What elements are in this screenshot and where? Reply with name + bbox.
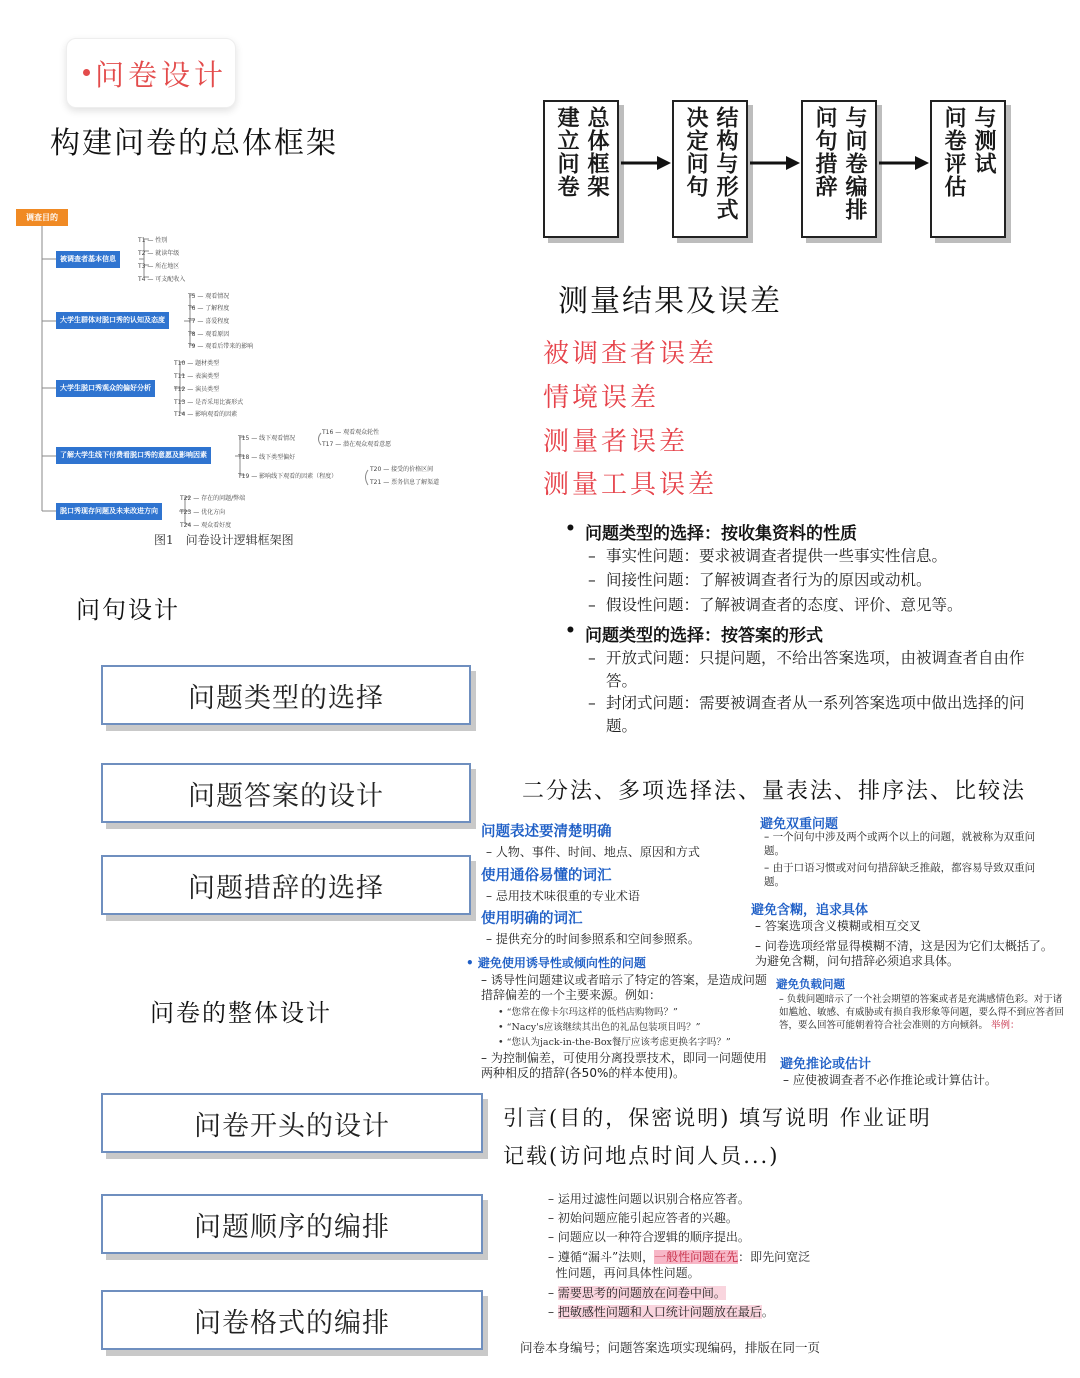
inference-detail: – 应使被调查者不必作推论或计算估计。 [783, 1073, 997, 1087]
tree-branch-5: 脱口秀现存问题及未来改进方向 [56, 503, 162, 520]
box-answer-design: 问题答案的设计 [101, 763, 471, 823]
box-format: 问卷格式的编排 [101, 1290, 483, 1350]
flow-step-3 [801, 100, 877, 238]
order-text: 。 [761, 1305, 774, 1319]
question-type-text: 封闭式问题：需要被调查者从一系列答案选项中做出选择的问题。 [606, 694, 1025, 735]
split-ballot-note: – 为控制偏差，可使用分离投票技术，即同一问题使用两种相反的措辞(各50%的样本使用)。 [481, 1051, 767, 1080]
flow-step-2-col2: 结构与形式 [713, 106, 738, 221]
flow-step-2-col1: 决定问句 [683, 106, 708, 198]
ambiguity-detail: – 问卷选项经常显得模糊不清，这是因为它们太概括了。为避免含糊，问句措辞必须追求具体。 [755, 939, 1053, 968]
bullet-dot-icon [83, 69, 90, 76]
tree-leaf: T5 — 观看情况 [188, 293, 230, 300]
question-type-item: – 事实性问题：要求被调查者提供一些事实性信息。 [588, 547, 948, 565]
order-item: – 运用过滤性问题以识别合格应答者。 [548, 1192, 750, 1206]
phrasing-text: 负载问题暗示了一个社会期望的答案或者是充满感情色彩。对于诸如尴尬、敏感、有威胁或有损自我形象等问题，要么得不到应答者回答，要么回答可能朝着符合社会准则的方向倾斜。 [779, 994, 1065, 1031]
flow-step-3-col1: 问句措辞 [812, 106, 837, 198]
tree-root: 调查目的 [16, 209, 68, 226]
opening-note-record: 记载(访问地点时间人员...) [503, 1144, 780, 1168]
tree-leaf: T6 — 了解程度 [188, 305, 230, 312]
opening-note-intro: 引言(目的，保密说明) 填写说明 作业证明 [503, 1106, 932, 1130]
order-highlight: 需要思考的问题放在问卷中间。 [557, 1286, 726, 1300]
measurement-heading: 测量结果及误差 [558, 284, 782, 319]
question-type-item: – 开放式问题：只提问题，不给出答案选项，由被调查者自由作答。 [588, 649, 1025, 690]
order-text: ：即先问宽泛 [738, 1250, 811, 1264]
example-text: “Nacy's应该继续其出色的礼品包装项目吗？” [506, 1022, 701, 1033]
order-item: – 问题应以一种符合逻辑的顺序提出。 [548, 1230, 750, 1244]
order-item: – 初始问题应能引起应答者的兴趣。 [548, 1211, 738, 1225]
format-note: 问卷本身编号；问题答案选项实现编码，排版在同一页 [520, 1340, 821, 1355]
order-text: 运用过滤性问题以识别合格应答者。 [557, 1192, 750, 1206]
page-title: 问卷设计 [95, 58, 228, 92]
phrasing-text: 为控制偏差，可使用分离投票技术，即同一问题使用两种相反的措辞(各50%的样本使用)。 [481, 1051, 767, 1080]
double-barreled-detail: – 一个问句中涉及两个或两个以上的问题，就被称为双重问题。 [764, 831, 1036, 857]
answer-methods: 二分法、多项选择法、量表法、排序法、比较法 [522, 779, 1027, 804]
phrasing-text: 应使被调查者不必作推论或计算估计。 [792, 1073, 997, 1087]
tree-leaf: T10 — 题材类型 [174, 360, 220, 367]
order-text: 性问题，再问具体性问题。 [555, 1266, 700, 1280]
phrasing-text: 答案选项含义模糊或相互交叉 [764, 919, 921, 933]
example-text: “您常在像卡尔玛这样的低档店购物吗？” [506, 1007, 678, 1018]
tree-leaf: T2 — 就读年级 [138, 250, 180, 257]
flow-step-4-col1: 问卷评估 [941, 106, 966, 198]
ambiguity-detail: – 答案选项含义模糊或相互交叉 [755, 919, 921, 933]
tree-leaf: T7 — 喜爱程度 [188, 318, 230, 325]
leading-example: • “您认为jack-in-the-Box餐厅应该考虑更换名字吗？” [498, 1037, 731, 1048]
arrow-right-icon [621, 154, 671, 172]
tree-branch-1: 被调查者基本信息 [56, 251, 120, 268]
tree-leaf: T21 — 票务信息了解渠道 [370, 479, 440, 486]
avoid-loaded: 避免负载问题 [776, 977, 845, 991]
overall-design-heading: 问卷的整体设计 [150, 999, 332, 1027]
order-text: 初始问题应能引起应答者的兴趣。 [557, 1211, 738, 1225]
avoid-inference: 避免推论或估计 [780, 1057, 872, 1072]
avoid-double-barreled: 避免双重问题 [760, 817, 839, 832]
box-question-type: 问题类型的选择 [101, 665, 471, 725]
tree-leaf: T13 — 是否采用比赛形式 [174, 399, 244, 406]
phrasing-leading: • 避免使用诱导性或倾向性的问题 [466, 956, 646, 970]
flow-step-2 [672, 100, 748, 238]
phrasing-leading-detail: – 诱导性问题建议或者暗示了特定的答案，是造成问题措辞偏差的一个主要来源。例如： [481, 973, 767, 1002]
tree-leaf: T16 — 观看观众轮性 [322, 429, 380, 436]
tree-leaf: T19 — 影响线下观看的因素（程度） [238, 473, 338, 480]
leading-example: • “Nacy's应该继续其出色的礼品包装项目吗？” [498, 1022, 701, 1033]
avoid-ambiguity: 避免含糊，追求具体 [751, 903, 869, 918]
tree-leaf: T24 — 观众看好度 [180, 522, 232, 529]
logic-framework-tree [14, 205, 474, 550]
tree-leaf: T8 — 观看原因 [188, 331, 230, 338]
question-type-item: – 封闭式问题：需要被调查者从一系列答案选项中做出选择的问题。 [588, 694, 1025, 735]
order-text: 问题应以一种符合逻辑的顺序提出。 [557, 1230, 750, 1244]
order-highlight: 一般性问题在先 [654, 1250, 739, 1264]
arrow-right-icon [750, 154, 800, 172]
tree-leaf: T1 — 性别 [138, 237, 168, 244]
error-situation: 情境误差 [543, 383, 660, 413]
error-measurer: 测量者误差 [543, 427, 689, 457]
tree-leaf: T20 — 接受的价格区间 [370, 466, 434, 473]
phrasing-text: 问卷选项经常显得模糊不清，这是因为它们太概括了。为避免含糊，问句措辞必须追求具体。 [755, 939, 1053, 968]
error-instrument: 测量工具误差 [543, 470, 718, 500]
phrasing-text: 诱导性问题建议或者暗示了特定的答案，是造成问题措辞偏差的一个主要来源。例如： [481, 973, 767, 1002]
tree-leaf: T14 — 影响观看的因素 [174, 411, 238, 418]
loaded-example-label: 举例： [991, 1020, 1020, 1031]
tree-leaf: T22 — 存在的问题/弊端 [180, 495, 246, 502]
flow-step-1-col1: 建立问卷 [554, 106, 579, 198]
error-respondent: 被调查者误差 [543, 339, 718, 369]
question-type-text: 间接性问题：了解被调查者行为的原因或动机。 [606, 571, 932, 589]
phrasing-text: 由于口语习惯或对问句措辞缺乏推敲，都容易导致双重问题。 [764, 862, 1036, 888]
phrasing-plain-detail: – 忌用技术味很重的专业术语 [486, 889, 640, 903]
flow-step-3-col2: 与问卷编排 [842, 106, 867, 221]
phrasing-text: 提供充分的时间参照系和空间参照系。 [495, 932, 700, 946]
tree-branch-3: 大学生脱口秀观众的偏好分析 [56, 380, 155, 397]
question-type-text: 开放式问题：只提问题，不给出答案选项，由被调查者自由作答。 [606, 649, 1025, 690]
order-highlight: 把敏感性问题和人口统计问题放在最后 [557, 1305, 762, 1319]
framework-heading: 构建问卷的总体框架 [50, 126, 338, 161]
phrasing-leading-label: 避免使用诱导性或倾向性的问题 [477, 956, 646, 970]
question-type-text: 事实性问题：要求被调查者提供一些事实性信息。 [606, 547, 948, 565]
tree-caption: 图1 问卷设计逻辑框架图 [154, 533, 294, 547]
double-barreled-detail: – 由于口语习惯或对问句措辞缺乏推敲，都容易导致双重问题。 [764, 862, 1036, 888]
phrasing-text: 一个问句中涉及两个或两个以上的问题，就被称为双重问题。 [764, 831, 1036, 857]
question-type-by-answer: • 问题类型的选择：按答案的形式 [585, 621, 823, 646]
order-text: 遵循“漏斗”法则， [557, 1250, 655, 1264]
tree-leaf: T9 — 观看后带来的影响 [188, 343, 254, 350]
example-text: “您认为jack-in-the-Box餐厅应该考虑更换名字吗？” [506, 1037, 731, 1048]
order-item: – 需要思考的问题放在问卷中间。 [548, 1286, 726, 1300]
tree-leaf: T3 — 所在地区 [138, 263, 180, 270]
tree-leaf: T4 — 可支配收入 [138, 276, 186, 283]
phrasing-plain: 使用通俗易懂的词汇 [481, 868, 612, 884]
phrasing-clear: 问题表述要清楚明确 [481, 824, 612, 840]
flow-step-4-col2: 与测试 [971, 106, 996, 175]
box-question-order: 问题顺序的编排 [101, 1194, 483, 1254]
tree-branch-2: 大学生群体对脱口秀的认知及态度 [56, 312, 169, 329]
tree-leaf: T18 — 线下类型偏好 [238, 454, 296, 461]
phrasing-text: 人物、事件、时间、地点、原因和方式 [495, 845, 700, 859]
tree-leaf: T11 — 表演类型 [174, 373, 220, 380]
flow-step-1 [543, 100, 619, 238]
question-type-text: 假设性问题：了解被调查者的态度、评价、意见等。 [606, 596, 963, 614]
tree-leaf: T12 — 演员类型 [174, 386, 220, 393]
tree-leaf: T15 — 线下观看情况 [238, 435, 296, 442]
phrasing-text: 忌用技术味很重的专业术语 [495, 889, 640, 903]
tree-branch-4: 了解大学生线下付费看脱口秀的意愿及影响因素 [56, 447, 211, 464]
tree-leaf: T17 — 潜在观众观看意愿 [322, 441, 392, 448]
flow-step-1-col2: 总体框架 [584, 106, 609, 198]
box-phrasing: 问题措辞的选择 [101, 855, 471, 915]
box-opening: 问卷开头的设计 [101, 1093, 483, 1153]
tree-leaf: T23 — 优化方向 [180, 509, 226, 516]
arrow-right-icon [879, 154, 929, 172]
question-type-item: – 假设性问题：了解被调查者的态度、评价、意见等。 [588, 596, 963, 614]
loaded-detail: – 负载问题暗示了一个社会期望的答案或者是充满感情色彩。对于诸如尴尬、敏感、有威胁或有损自我形象等问题，要么得不到应答者回答，要么回答可能朝着符合社会准则的方向倾斜。 举例： [779, 994, 1065, 1031]
phrasing-clear-detail: – 人物、事件、时间、地点、原因和方式 [486, 845, 700, 859]
flow-step-4 [930, 100, 1006, 238]
phrasing-definite: 使用明确的词汇 [481, 911, 583, 927]
question-type-by-nature: • 问题类型的选择：按收集资料的性质 [585, 519, 857, 544]
order-item: – 遵循“漏斗”法则，一般性问题在先：即先问宽泛 性问题，再问具体性问题。 [548, 1250, 811, 1280]
leading-example: • “您常在像卡尔玛这样的低档店购物吗？” [498, 1007, 678, 1018]
question-type-item: – 间接性问题：了解被调查者行为的原因或动机。 [588, 571, 932, 589]
order-item: – 把敏感性问题和人口统计问题放在最后。 [548, 1305, 774, 1319]
question-design-heading: 问句设计 [76, 596, 180, 624]
title-card [66, 38, 236, 108]
phrasing-definite-detail: – 提供充分的时间参照系和空间参照系。 [486, 932, 700, 946]
